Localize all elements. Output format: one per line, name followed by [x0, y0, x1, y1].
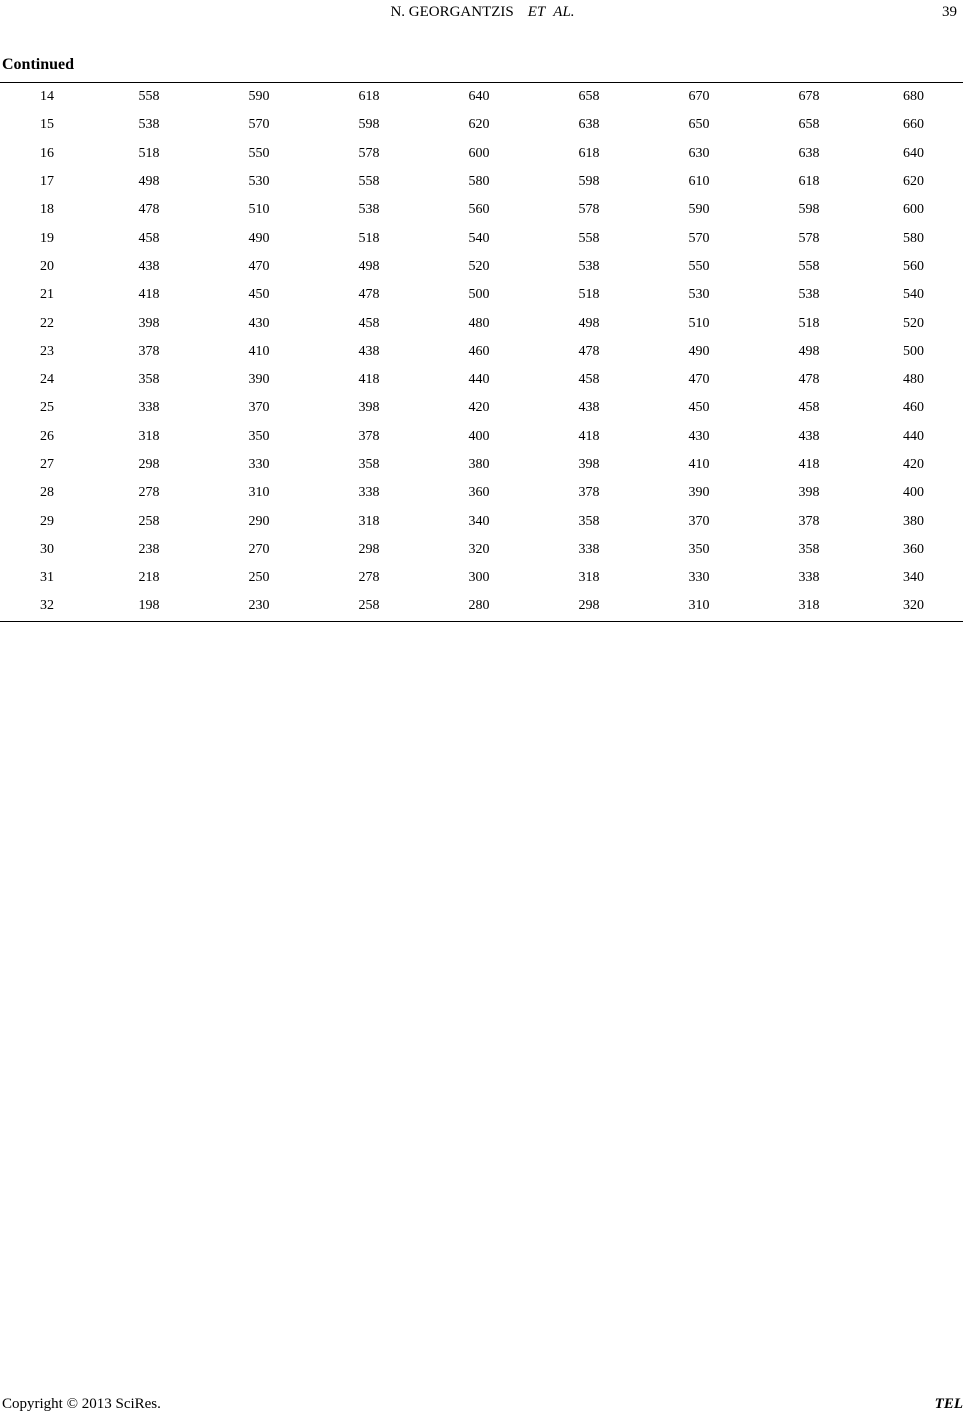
table-cell: 300 [468, 570, 490, 586]
table-cell: 538 [578, 258, 600, 274]
table-cell: 680 [903, 89, 924, 105]
table-cell: 398 [578, 457, 600, 472]
table-body [0, 83, 963, 621]
table-cell: 558 [798, 258, 820, 274]
table-cell: 390 [688, 485, 710, 501]
row-index-cell: 25 [40, 400, 54, 416]
table-cell: 538 [358, 202, 380, 218]
table-cell: 410 [248, 343, 270, 359]
running-head-authors [0, 2, 965, 22]
row-index-cell: 24 [40, 372, 54, 388]
table-cell: 380 [903, 513, 924, 529]
table-cell: 418 [578, 428, 600, 444]
table-cell: 550 [248, 145, 270, 161]
table-row [0, 309, 963, 337]
running-head [0, 2, 965, 22]
table-cell: 518 [358, 230, 380, 246]
row-index-cell: 26 [40, 428, 54, 444]
author-name: N. GEORGANTZIS [390, 4, 514, 20]
table-caption: Continued [2, 56, 75, 73]
table-cell: 430 [248, 315, 270, 331]
table-row [0, 394, 963, 422]
table-cell: 598 [798, 202, 820, 218]
author-et: ET [527, 4, 546, 20]
table-cell: 478 [578, 343, 600, 359]
table-cell: 600 [468, 145, 490, 161]
table-cell: 498 [798, 343, 820, 359]
table-cell: 620 [903, 174, 924, 190]
table-cell: 358 [358, 457, 380, 472]
table-cell: 518 [578, 287, 600, 303]
table-cell: 660 [903, 117, 924, 133]
copyright-notice: Copyright © 2013 SciRes. [2, 1396, 161, 1412]
table-cell: 338 [358, 485, 380, 501]
table-row [0, 366, 963, 394]
table-cell: 480 [468, 315, 490, 331]
table-cell: 620 [468, 117, 490, 133]
table-row [0, 83, 963, 111]
table-cell: 310 [688, 598, 710, 614]
table-cell: 318 [138, 428, 160, 444]
table-cell: 578 [578, 202, 600, 218]
table-cell: 340 [468, 513, 490, 529]
row-index-cell: 23 [40, 343, 54, 359]
table-cell: 570 [688, 230, 710, 246]
table-cell: 390 [248, 372, 270, 388]
table-cell: 650 [688, 117, 710, 133]
table-cell: 440 [468, 372, 490, 388]
table-cell: 460 [903, 400, 924, 416]
table-cell: 500 [468, 287, 490, 303]
table-cell: 658 [798, 117, 820, 133]
table-cell: 238 [138, 541, 160, 557]
table-cell: 438 [358, 343, 380, 359]
table-cell: 560 [468, 202, 490, 218]
table-cell: 520 [468, 258, 490, 274]
table-cell: 498 [138, 174, 160, 190]
table-cell: 318 [578, 570, 600, 586]
table-cell: 510 [248, 202, 270, 218]
table-cell: 370 [688, 513, 710, 529]
table-cell: 578 [798, 230, 820, 246]
table-cell: 338 [138, 400, 160, 416]
table-row [0, 479, 963, 507]
table-cell: 410 [688, 457, 710, 472]
table-cell: 478 [798, 372, 820, 388]
table-row [0, 592, 963, 620]
table-cell: 298 [358, 541, 380, 557]
row-index-cell: 22 [40, 315, 54, 331]
table-cell: 630 [688, 145, 710, 161]
table-cell: 558 [138, 89, 160, 105]
table-cell: 658 [578, 89, 600, 105]
table-cell: 380 [468, 457, 490, 472]
table-cell: 450 [248, 287, 270, 303]
table-cell: 638 [578, 117, 600, 133]
table-cell: 250 [248, 570, 270, 586]
row-index-cell: 31 [40, 570, 54, 586]
table-cell: 320 [903, 598, 924, 614]
table-row [0, 168, 963, 196]
table-cell: 290 [248, 513, 270, 529]
table-cell: 478 [138, 202, 160, 218]
row-index-cell: 14 [40, 89, 54, 105]
table-cell: 230 [248, 598, 270, 614]
table-cell: 458 [138, 230, 160, 246]
row-index-cell: 15 [40, 117, 54, 133]
table-cell: 420 [903, 457, 924, 472]
table-cell: 590 [688, 202, 710, 218]
table-cell: 278 [138, 485, 160, 501]
table-cell: 398 [138, 315, 160, 331]
row-index-cell: 17 [40, 174, 54, 190]
table-cell: 370 [248, 400, 270, 416]
row-index-cell: 32 [40, 598, 54, 614]
table-cell: 398 [358, 400, 380, 416]
table-row [0, 536, 963, 564]
table-cell: 320 [468, 541, 490, 557]
table-cell: 490 [688, 343, 710, 359]
table-cell: 580 [903, 230, 924, 246]
table-cell: 610 [688, 174, 710, 190]
table-cell: 458 [358, 315, 380, 331]
table-cell: 480 [903, 372, 924, 388]
table-cell: 678 [798, 89, 820, 105]
table-cell: 470 [688, 372, 710, 388]
table-cell: 258 [138, 513, 160, 529]
table-cell: 518 [798, 315, 820, 331]
table-cell: 378 [138, 343, 160, 359]
table-cell: 350 [688, 541, 710, 557]
table-cell: 618 [798, 174, 820, 190]
table-cell: 618 [578, 145, 600, 161]
table-row [0, 338, 963, 366]
row-index-cell: 21 [40, 287, 54, 303]
table-cell: 438 [798, 428, 820, 444]
table-cell: 378 [578, 485, 600, 501]
table-row [0, 281, 963, 309]
table-cell: 218 [138, 570, 160, 586]
table-cell: 538 [138, 117, 160, 133]
table-cell: 298 [138, 457, 160, 472]
table-cell: 490 [248, 230, 270, 246]
journal-abbreviation: TEL [934, 1396, 963, 1412]
table-cell: 458 [578, 372, 600, 388]
row-index-cell: 19 [40, 230, 54, 246]
table-cell: 440 [903, 428, 924, 444]
table-cell: 418 [138, 287, 160, 303]
data-table-container [0, 82, 963, 622]
table-cell: 518 [138, 145, 160, 161]
table-cell: 310 [248, 485, 270, 501]
table-cell: 358 [138, 372, 160, 388]
table-row [0, 224, 963, 252]
table-cell: 598 [578, 174, 600, 190]
table-cell: 638 [798, 145, 820, 161]
table-cell: 498 [578, 315, 600, 331]
table-cell: 438 [578, 400, 600, 416]
table-cell: 358 [578, 513, 600, 529]
table-cell: 338 [798, 570, 820, 586]
table-cell: 670 [688, 89, 710, 105]
row-index-cell: 16 [40, 145, 54, 161]
table-cell: 340 [903, 570, 924, 586]
table-cell: 558 [358, 174, 380, 190]
table-cell: 358 [798, 541, 820, 557]
table-cell: 338 [578, 541, 600, 557]
table-cell: 330 [248, 457, 270, 472]
table-cell: 530 [248, 174, 270, 190]
table-cell: 378 [798, 513, 820, 529]
table-row [0, 253, 963, 281]
table-cell: 420 [468, 400, 490, 416]
table-cell: 578 [358, 145, 380, 161]
table-cell: 318 [798, 598, 820, 614]
table-cell: 438 [138, 258, 160, 274]
table-cell: 460 [468, 343, 490, 359]
table-cell: 560 [903, 258, 924, 274]
table-row [0, 451, 963, 479]
table-cell: 258 [358, 598, 380, 614]
table-cell: 530 [688, 287, 710, 303]
table-cell: 618 [358, 89, 380, 105]
table-cell: 590 [248, 89, 270, 105]
table-row [0, 507, 963, 535]
table-row [0, 140, 963, 168]
table-cell: 430 [688, 428, 710, 444]
row-index-cell: 20 [40, 258, 54, 274]
table-cell: 598 [358, 117, 380, 133]
table-cell: 280 [468, 598, 490, 614]
table-cell: 498 [358, 258, 380, 274]
table-cell: 398 [798, 485, 820, 501]
table-row [0, 111, 963, 139]
author-al: AL. [553, 4, 575, 20]
table-cell: 570 [248, 117, 270, 133]
row-index-cell: 30 [40, 541, 54, 557]
table-cell: 418 [798, 457, 820, 472]
row-index-cell: 29 [40, 513, 54, 529]
table-cell: 418 [358, 372, 380, 388]
table-cell: 330 [688, 570, 710, 586]
table-cell: 580 [468, 174, 490, 190]
data-table [0, 83, 963, 621]
table-cell: 400 [468, 428, 490, 444]
table-cell: 550 [688, 258, 710, 274]
table-row [0, 564, 963, 592]
table-cell: 298 [578, 598, 600, 614]
table-cell: 198 [138, 598, 160, 614]
table-row [0, 423, 963, 451]
table-cell: 318 [358, 513, 380, 529]
table-cell: 360 [903, 541, 924, 557]
page-number: 39 [942, 4, 957, 20]
table-cell: 500 [903, 343, 924, 359]
table-cell: 350 [248, 428, 270, 444]
page-footer [0, 1394, 965, 1414]
table-cell: 640 [468, 89, 490, 105]
table-cell: 270 [248, 541, 270, 557]
table-cell: 470 [248, 258, 270, 274]
table-cell: 538 [798, 287, 820, 303]
table-cell: 640 [903, 145, 924, 161]
table-cell: 558 [578, 230, 600, 246]
table-cell: 400 [903, 485, 924, 501]
table-cell: 510 [688, 315, 710, 331]
table-cell: 478 [358, 287, 380, 303]
table-cell: 458 [798, 400, 820, 416]
table-cell: 278 [358, 570, 380, 586]
table-cell: 540 [468, 230, 490, 246]
table-cell: 450 [688, 400, 710, 416]
table-cell: 600 [903, 202, 924, 218]
table-cell: 360 [468, 485, 490, 501]
table-cell: 540 [903, 287, 924, 303]
row-index-cell: 27 [40, 457, 54, 472]
table-cell: 378 [358, 428, 380, 444]
row-index-cell: 28 [40, 485, 54, 501]
table-row [0, 196, 963, 224]
table-cell: 520 [903, 315, 924, 331]
row-index-cell: 18 [40, 202, 54, 218]
